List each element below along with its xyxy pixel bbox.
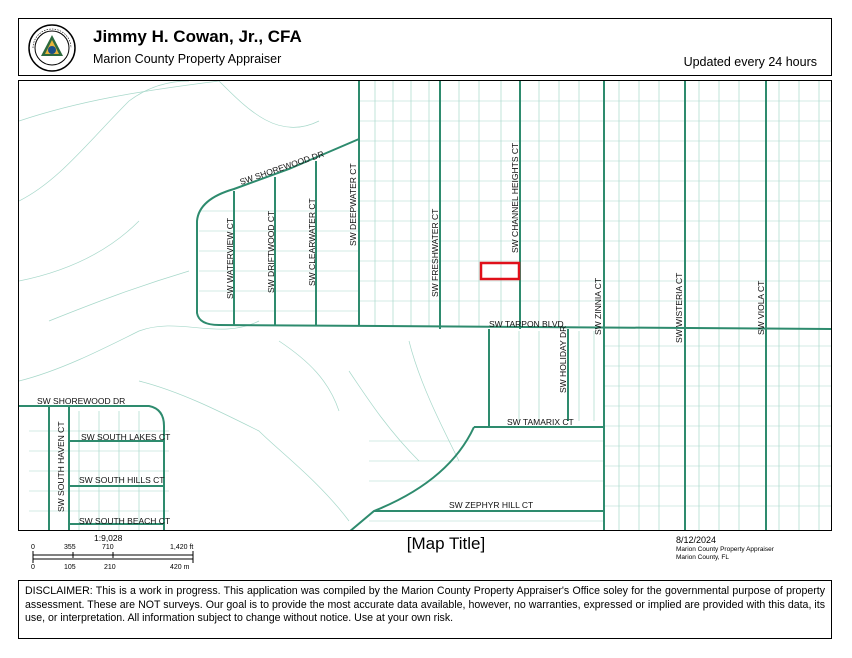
map-canvas[interactable] [19, 81, 832, 531]
scale-ft-tick-3: 1,420 ft [170, 544, 194, 551]
office-name: Marion County Property Appraiser [93, 52, 282, 66]
disclaimer-text: DISCLAIMER: This is a work in progress. This application was compiled by the Marion County Property Appraiser's Office soley for the governmental purpose of property assessment. These are NOT surveys. Our goal is to provide the most accurate data available, however, no warranties, expressed or implied are provided with this data, its use, or interpretation. All information subject to change without notice. Use at your own risk. [18, 580, 832, 639]
appraiser-name: Jimmy H. Cowan, Jr., CFA [93, 27, 302, 46]
road-label-viola-ct: SW VIOLA CT [756, 280, 766, 335]
date-block-county: Marion County, FL [676, 554, 729, 561]
road-label-deepwater-ct: SW DEEPWATER CT [348, 163, 358, 246]
road-label-shorewood-dr-north: SW SHOREWOOD DR [238, 148, 326, 187]
property-appraiser-seal-icon [27, 23, 77, 73]
road-label-channel-heights-ct: SW CHANNEL HEIGHTS CT [510, 142, 520, 253]
road-label-zephyr-hill-ct: SW ZEPHYR HILL CT [449, 500, 534, 510]
print-date: 8/12/2024 [676, 535, 717, 545]
road-label-tarpon-blvd: SW TARPON BLVD [489, 319, 564, 329]
road-label-wisteria-ct: SW WISTERIA CT [674, 272, 684, 343]
update-frequency: Updated every 24 hours [683, 55, 817, 69]
road-label-freshwater-ct: SW FRESHWATER CT [430, 208, 440, 297]
parcel-lines [19, 81, 819, 531]
scale-m-tick-3: 420 m [170, 564, 190, 571]
scale-ft-tick-0: 0 [31, 544, 35, 551]
scale-m-tick-1: 105 [64, 564, 76, 571]
road-label-south-beach-ct: SW SOUTH BEACH CT [79, 516, 171, 526]
scale-ft-tick-1: 355 [64, 544, 76, 551]
parcel-map[interactable] [18, 80, 832, 531]
road-label-zinnia-ct: SW ZINNIA CT [593, 277, 603, 335]
road-label-south-hills-ct: SW SOUTH HILLS CT [79, 475, 165, 485]
date-block-office: Marion County Property Appraiser [676, 546, 774, 553]
road-label-south-haven-ct: SW SOUTH HAVEN CT [56, 421, 66, 512]
road-label-shorewood-dr-south: SW SHOREWOOD DR [37, 396, 126, 406]
road-label-tamarix-ct: SW TAMARIX CT [507, 417, 574, 427]
road-label-waterview-ct: SW WATERVIEW CT [225, 217, 235, 299]
parcel-horizontal-lines [29, 101, 832, 521]
scale-m-tick-0: 0 [31, 564, 35, 571]
header-panel [18, 18, 832, 76]
scale-ratio: 1:9,028 [94, 533, 123, 543]
road-label-driftwood-ct: SW DRIFTWOOD CT [266, 210, 276, 293]
scale-bar-graphic [18, 533, 218, 579]
scale-m-tick-2: 210 [104, 564, 116, 571]
road-label-holiday-dr: SW HOLIDAY DR [558, 325, 568, 393]
date-block [676, 535, 774, 562]
road-network [19, 81, 832, 531]
selected-parcel-highlight[interactable] [481, 263, 519, 279]
road-label-clearwater-ct: SW CLEARWATER CT [307, 198, 317, 286]
map-title: [Map Title] [406, 534, 486, 553]
scale-ft-tick-2: 710 [102, 544, 114, 551]
scale-bar [18, 533, 218, 579]
road-label-south-lakes-ct: SW SOUTH LAKES CT [81, 432, 171, 442]
road-labels [37, 143, 766, 526]
